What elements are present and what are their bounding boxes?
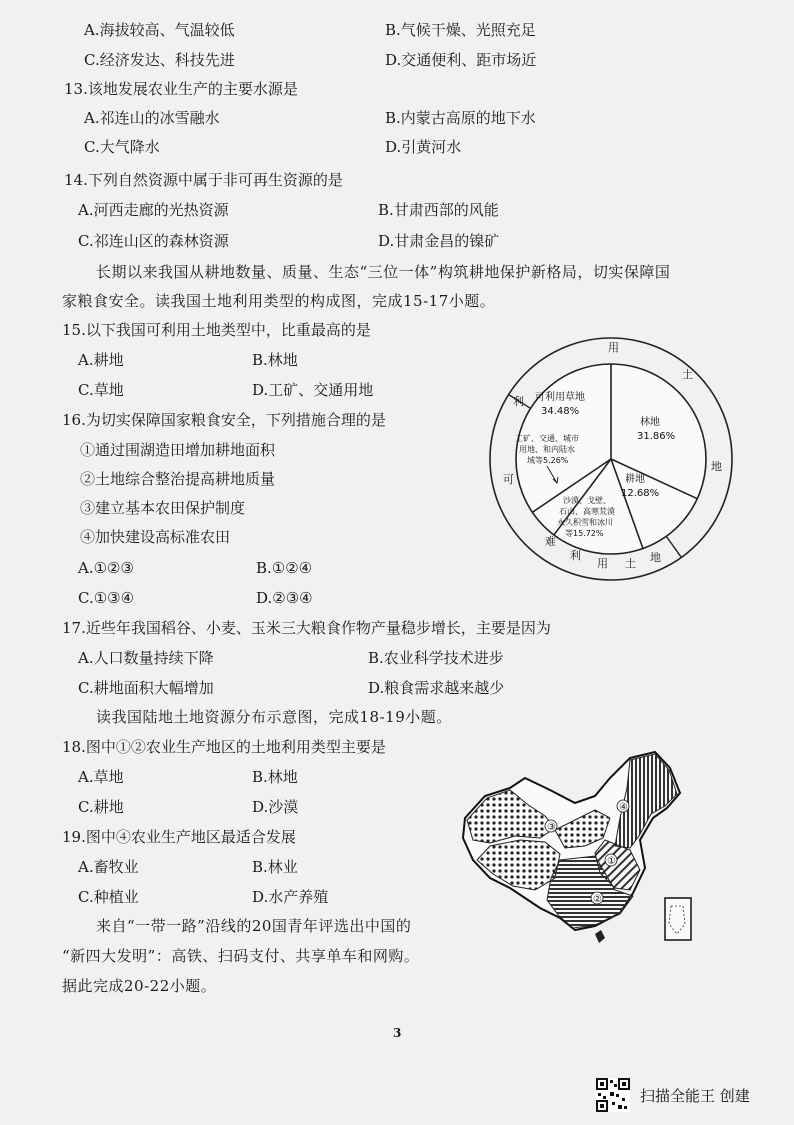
map-marker-3: ③	[547, 822, 556, 833]
slice-label-urban-3: 域等5.26%	[527, 456, 569, 465]
q16-option-c: C.①③④	[78, 589, 135, 607]
q17-stem: 17.近些年我国稻谷、小麦、玉米三大粮食作物产量稳步增长，主要是因为	[62, 619, 551, 637]
page-number: 3	[393, 1026, 402, 1040]
q18-option-a: A.草地	[78, 768, 124, 786]
ring-label-li2: 利	[570, 549, 581, 562]
q16-statement-1: ①通过围湖造田增加耕地面积	[80, 441, 276, 459]
ring-label-tu2: 土	[625, 557, 636, 570]
q12-option-c: C.经济发达、科技先进	[84, 51, 235, 69]
q12-option-d: D.交通便利、距市场近	[385, 51, 537, 69]
q14-option-b: B.甘肃西部的风能	[378, 201, 499, 219]
q15-option-b: B.林地	[252, 351, 298, 369]
ring-label-tu: 土	[682, 368, 693, 381]
q19-option-a: A.畜牧业	[78, 858, 139, 876]
hainan-island	[595, 930, 605, 943]
q13-option-b: B.内蒙古高原的地下水	[385, 109, 536, 127]
intro-15-17-line1: 长期以来我国从耕地数量、质量、生态“三位一体”构筑耕地保护新格局，切实保障国	[96, 263, 671, 281]
map-marker-2: ②	[593, 894, 602, 905]
scanner-watermark	[596, 1078, 750, 1112]
q12-option-b: B.气候干燥、光照充足	[385, 21, 536, 39]
q16-option-a: A.①②③	[78, 559, 134, 577]
qr-code-icon	[596, 1078, 630, 1112]
slice-label-desert-3: 永久积雪和冰川	[557, 518, 613, 527]
q18-stem: 18.图中①②农业生产地区的土地利用类型主要是	[62, 738, 386, 756]
q16-stem: 16.为切实保障国家粮食安全，下列措施合理的是	[62, 411, 386, 429]
map-marker-4: ④	[619, 802, 628, 813]
intro-15-17-line2: 家粮食安全。读我国土地利用类型的构成图，完成15-17小题。	[62, 292, 496, 310]
map-marker-1: ①	[607, 856, 616, 867]
q19-option-d: D.水产养殖	[252, 888, 329, 906]
q19-stem: 19.图中④农业生产地区最适合发展	[62, 828, 296, 846]
slice-label-desert-2: 石山、高寒荒漠	[559, 507, 615, 516]
q14-stem: 14.下列自然资源中属于非可再生资源的是	[64, 171, 343, 189]
q13-option-c: C.大气降水	[84, 138, 160, 156]
ring-divider-right	[666, 536, 681, 557]
slice-value-grassland: 34.48%	[541, 406, 580, 417]
q19-option-c: C.种植业	[78, 888, 139, 906]
watermark-text: 扫描全能王 创建	[640, 1086, 750, 1105]
q15-option-a: A.耕地	[78, 351, 124, 369]
q16-option-d: D.②③④	[256, 589, 313, 607]
q16-statement-2: ②土地综合整治提高耕地质量	[80, 470, 276, 488]
south-china-sea-inset	[665, 898, 691, 940]
ring-label-yong2: 用	[597, 557, 608, 570]
ring-label-di: 地	[711, 460, 722, 473]
ring-label-yong: 用	[608, 341, 619, 354]
q17-option-b: B.农业科学技术进步	[368, 649, 504, 667]
slice-label-urban-2: 用地、和内陆水	[519, 445, 575, 454]
q13-stem: 13.该地发展农业生产的主要水源是	[64, 80, 298, 98]
slice-label-urban-1: 工矿、交通、城市	[515, 434, 579, 443]
q19-option-b: B.林业	[252, 858, 298, 876]
intro-18-19: 读我国陆地土地资源分布示意图，完成18-19小题。	[96, 708, 452, 726]
q15-option-d: D.工矿、交通用地	[252, 381, 374, 399]
q14-option-d: D.甘肃金昌的镍矿	[378, 232, 500, 250]
q18-option-b: B.林地	[252, 768, 298, 786]
ring-label-di2: 地	[650, 551, 661, 564]
q17-option-a: A.人口数量持续下降	[78, 649, 214, 667]
q17-option-c: C.耕地面积大幅增加	[78, 679, 214, 697]
intro-20-22-line2: “新四大发明”：高铁、扫码支付、共享单车和网购。	[62, 947, 420, 965]
slice-label-cropland: 耕地	[625, 474, 645, 485]
ring-label-nan: 难	[545, 535, 556, 548]
region-tibet-dotted	[477, 840, 560, 890]
land-use-pie-chart	[485, 333, 737, 585]
slice-label-desert-1: 沙漠、戈壁、	[563, 496, 611, 505]
q15-stem: 15.以下我国可利用土地类型中，比重最高的是	[62, 321, 371, 339]
q18-option-d: D.沙漠	[252, 798, 299, 816]
intro-20-22-line3: 据此完成20-22小题。	[62, 977, 217, 995]
q13-option-d: D.引黄河水	[385, 138, 462, 156]
q16-statement-3: ③建立基本农田保护制度	[80, 499, 246, 517]
q16-option-b: B.①②④	[256, 559, 313, 577]
slice-value-forest: 31.86%	[637, 431, 676, 442]
q14-option-a: A.河西走廊的光热资源	[78, 201, 229, 219]
q12-option-a: A.海拔较高、气温较低	[84, 21, 235, 39]
ring-label-li: 利	[513, 395, 524, 408]
intro-20-22-line1: 来自“一带一路”沿线的20国青年评选出中国的	[96, 917, 412, 935]
q14-option-c: C.祁连山区的森林资源	[78, 232, 229, 250]
china-land-resource-map	[455, 748, 695, 958]
q18-option-c: C.耕地	[78, 798, 124, 816]
ring-label-ke: 可	[503, 473, 514, 486]
q13-option-a: A.祁连山的冰雪融水	[84, 109, 220, 127]
slice-label-desert-4: 等15.72%	[565, 529, 604, 538]
q17-option-d: D.粮食需求越来越少	[368, 679, 505, 697]
slice-label-forest: 林地	[640, 417, 660, 428]
slice-label-grassland: 可利用草地	[535, 392, 585, 403]
slice-value-cropland: 12.68%	[621, 488, 660, 499]
q16-statement-4: ④加快建设高标准农田	[80, 528, 231, 546]
q15-option-c: C.草地	[78, 381, 124, 399]
